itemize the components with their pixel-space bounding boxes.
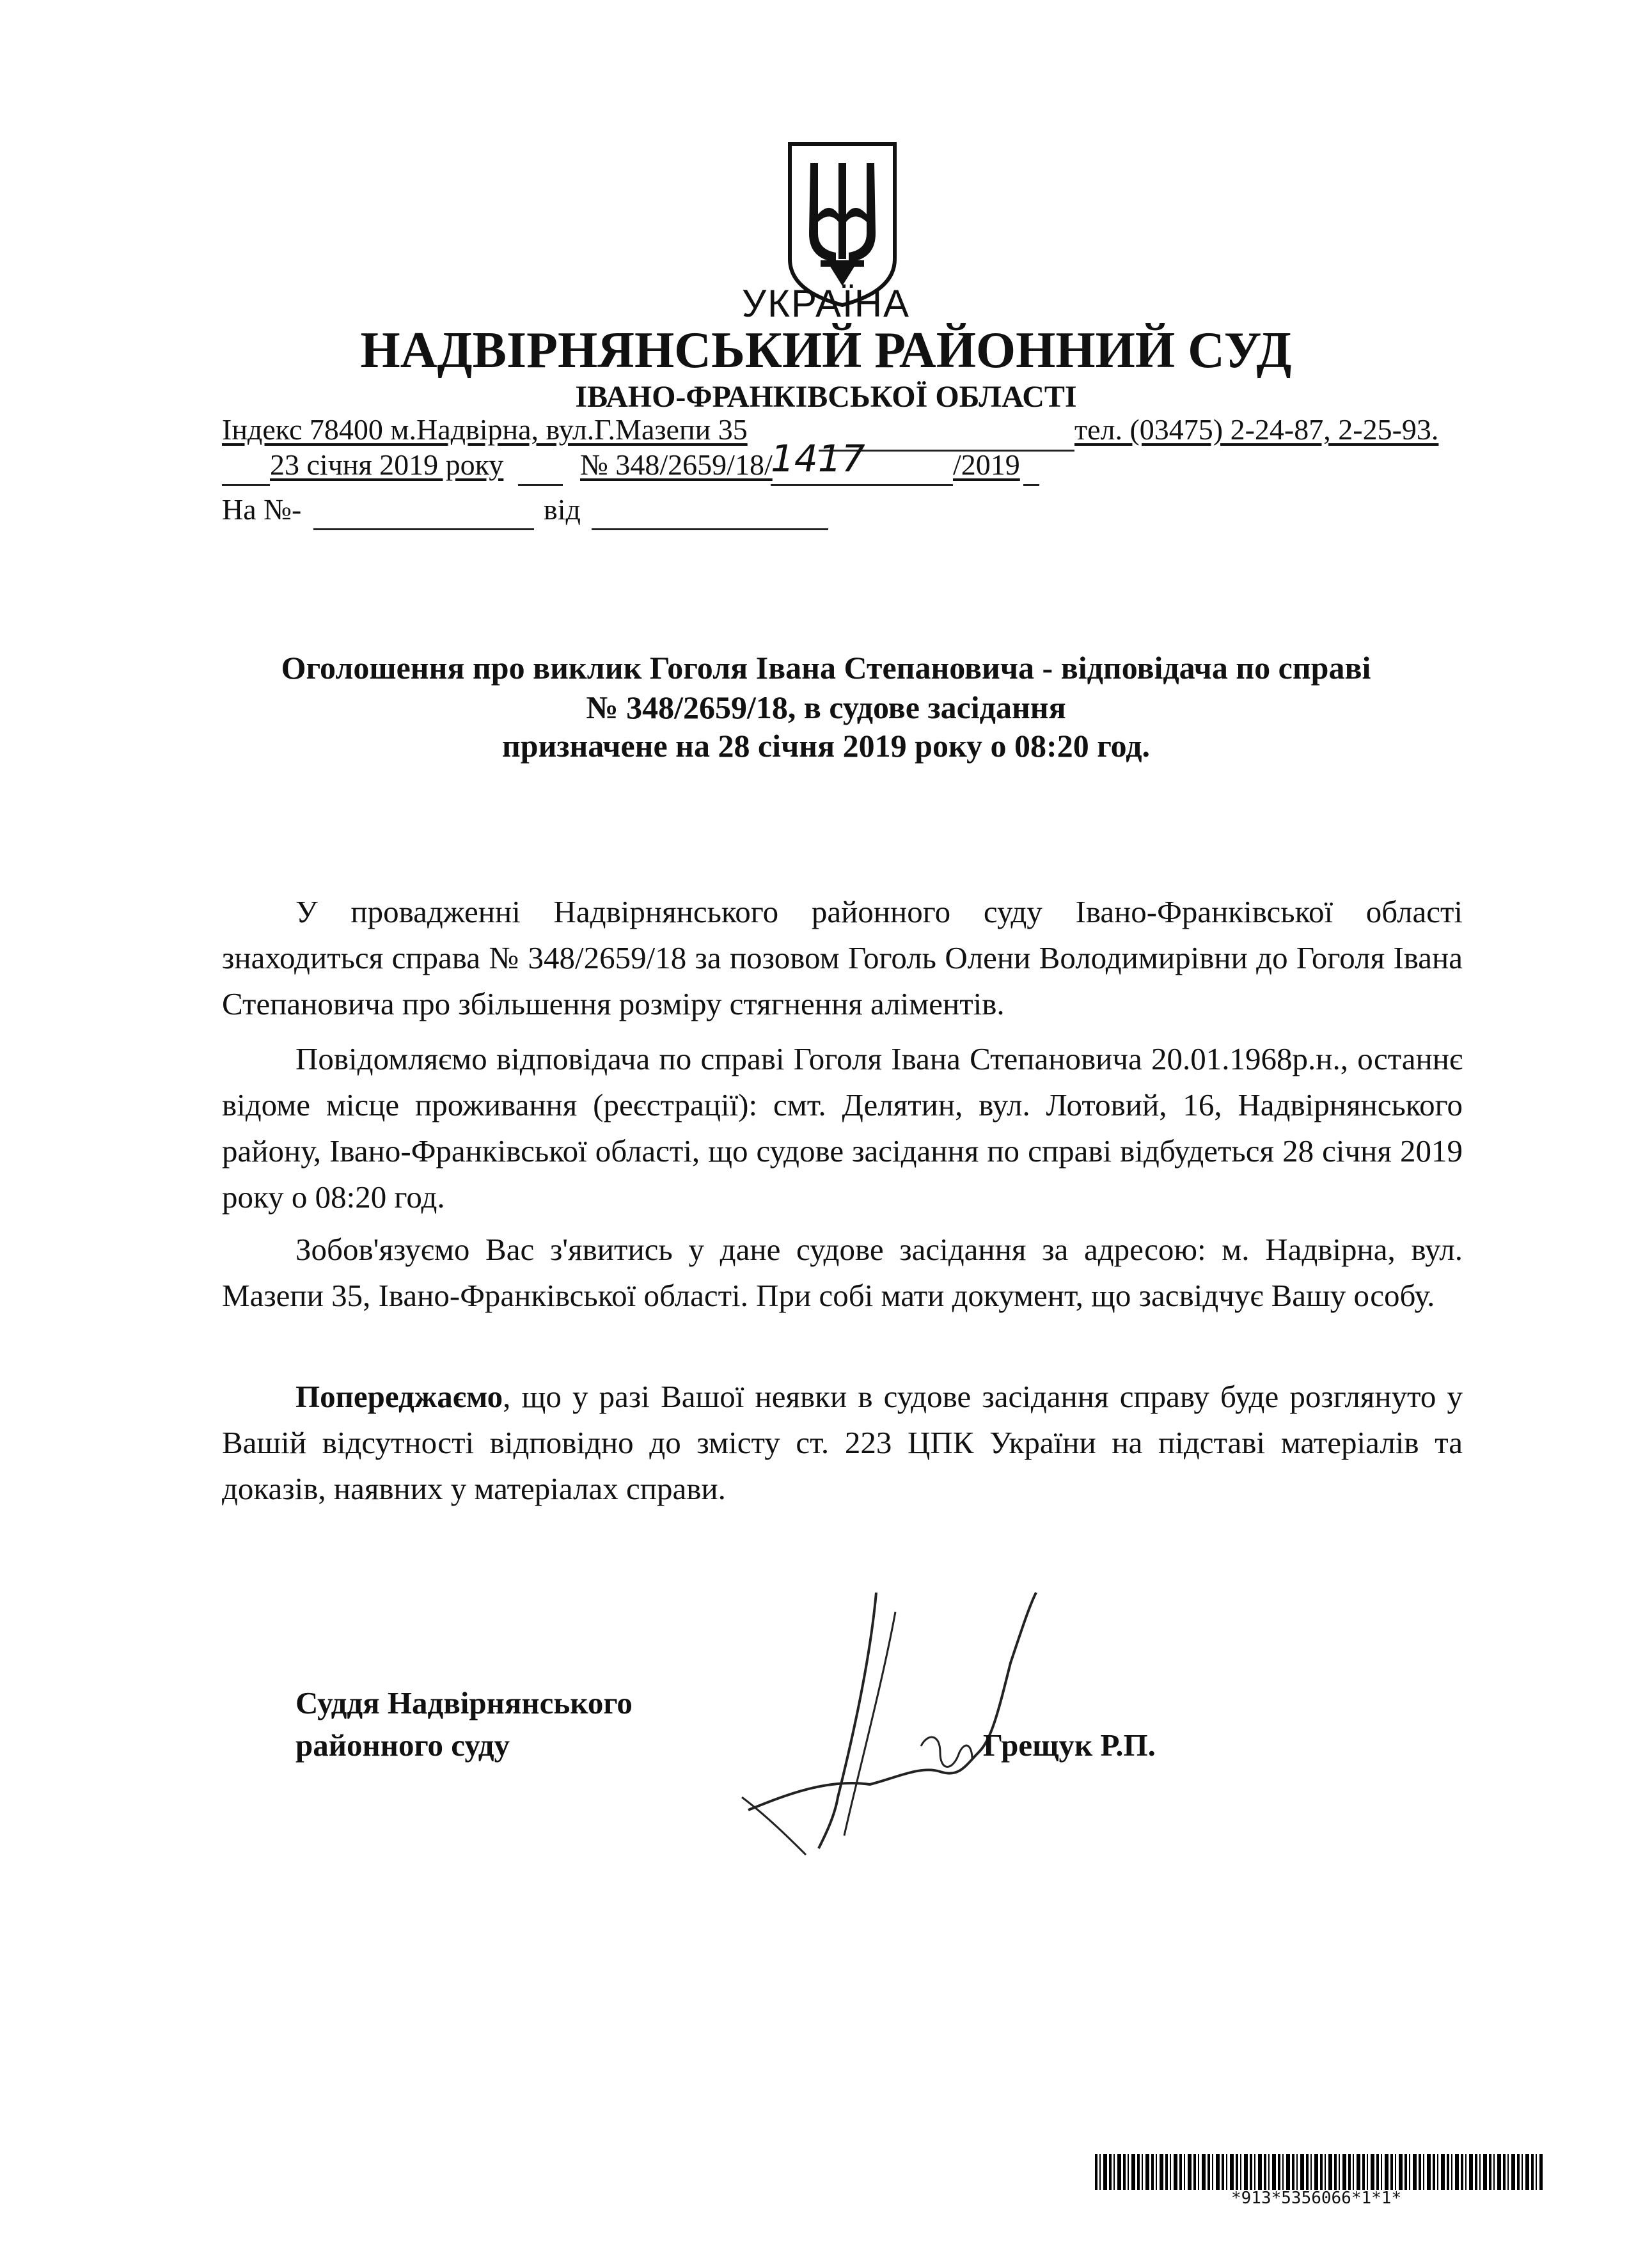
announcement-title-line2: № 348/2659/18, в судове засідання — [586, 689, 1066, 725]
warning-word: Попереджаємо — [295, 1379, 503, 1414]
date-underline-left — [222, 484, 270, 486]
from-label: від — [544, 493, 581, 526]
body-paragraph-1: У провадженні Надвірнянського районного суду Івано-Франківської області знаходиться справа № 348/2659/18 за позовом Гоголь Олени Володимирівни до Гоголя Івана Степановича про збільшення розміру стягнення аліментів. — [222, 894, 1463, 1021]
warning-text: , що у разі Вашої неявки в судове засідання справу буде розглянуто у Вашій відсутності відповідно до змісту ст. 223 ЦПК України на підставі матеріалів та доказів, наявних у матеріалах справи. — [222, 1379, 1463, 1506]
number-underline — [771, 484, 953, 486]
court-address: Індекс 78400 м.Надвірна, вул.Г.Мазепи 35 — [222, 413, 748, 446]
barcode-text: *913*5356066*1*1* — [1231, 2189, 1402, 2208]
judge-name: Грещук Р.П. — [983, 1728, 1156, 1763]
document-barcode — [1095, 2154, 1543, 2190]
reference-blank — [313, 528, 534, 530]
country-name: УКРАЇНА — [741, 282, 911, 325]
court-phone: тел. (03475) 2-24-87, 2-25-93. — [1074, 413, 1439, 446]
announcement-title-line3: призначене на 28 січня 2019 року о 08:20 год. — [501, 728, 1151, 764]
letter-number-prefix: № 348/2659/18/ — [580, 448, 773, 481]
court-region: ІВАНО-ФРАНКІВСЬКОЇ ОБЛАСТІ — [575, 380, 1077, 414]
from-blank — [592, 528, 828, 530]
letter-date: 23 січня 2019 року — [270, 448, 504, 481]
number-underline-end — [1023, 484, 1039, 486]
letter-number-suffix: /2019 — [953, 448, 1020, 481]
date-underline-right — [518, 484, 563, 486]
body-paragraph-2: Повідомляємо відповідача по справі Гоголя Івана Степановича 20.01.1968р.н., останнє відоме місце проживання (реєстрації): смт. Делятин, вул. Лотовий, 16, Надвірнянського району, Івано-Франківської області, що судове засідання по справі відбудеться 28 січня 2019 року о 08:20 год. — [222, 1041, 1463, 1215]
body-paragraph-3: Зобов'язуємо Вас з'явитись у дане судове засідання за адресою: м. Надвірна, вул. Мазепи 35, Івано-Франківської області. При собі мати документ, що засвідчує Вашу особу. — [222, 1232, 1463, 1313]
body-paragraph-4 — [222, 1374, 1463, 1512]
judge-position-line1: Суддя Надвірнянського — [295, 1685, 633, 1720]
judge-position-line2: районного суду — [295, 1728, 510, 1763]
court-name: НАДВІРНЯНСЬКИЙ РАЙОННИЙ СУД — [360, 322, 1292, 379]
announcement-title-line1: Оголошення про виклик Гоголя Івана Степановича - відповідача по справі — [281, 650, 1371, 686]
reference-label: На №- — [222, 493, 302, 526]
letter-number-handwritten: 1417 — [771, 437, 865, 480]
